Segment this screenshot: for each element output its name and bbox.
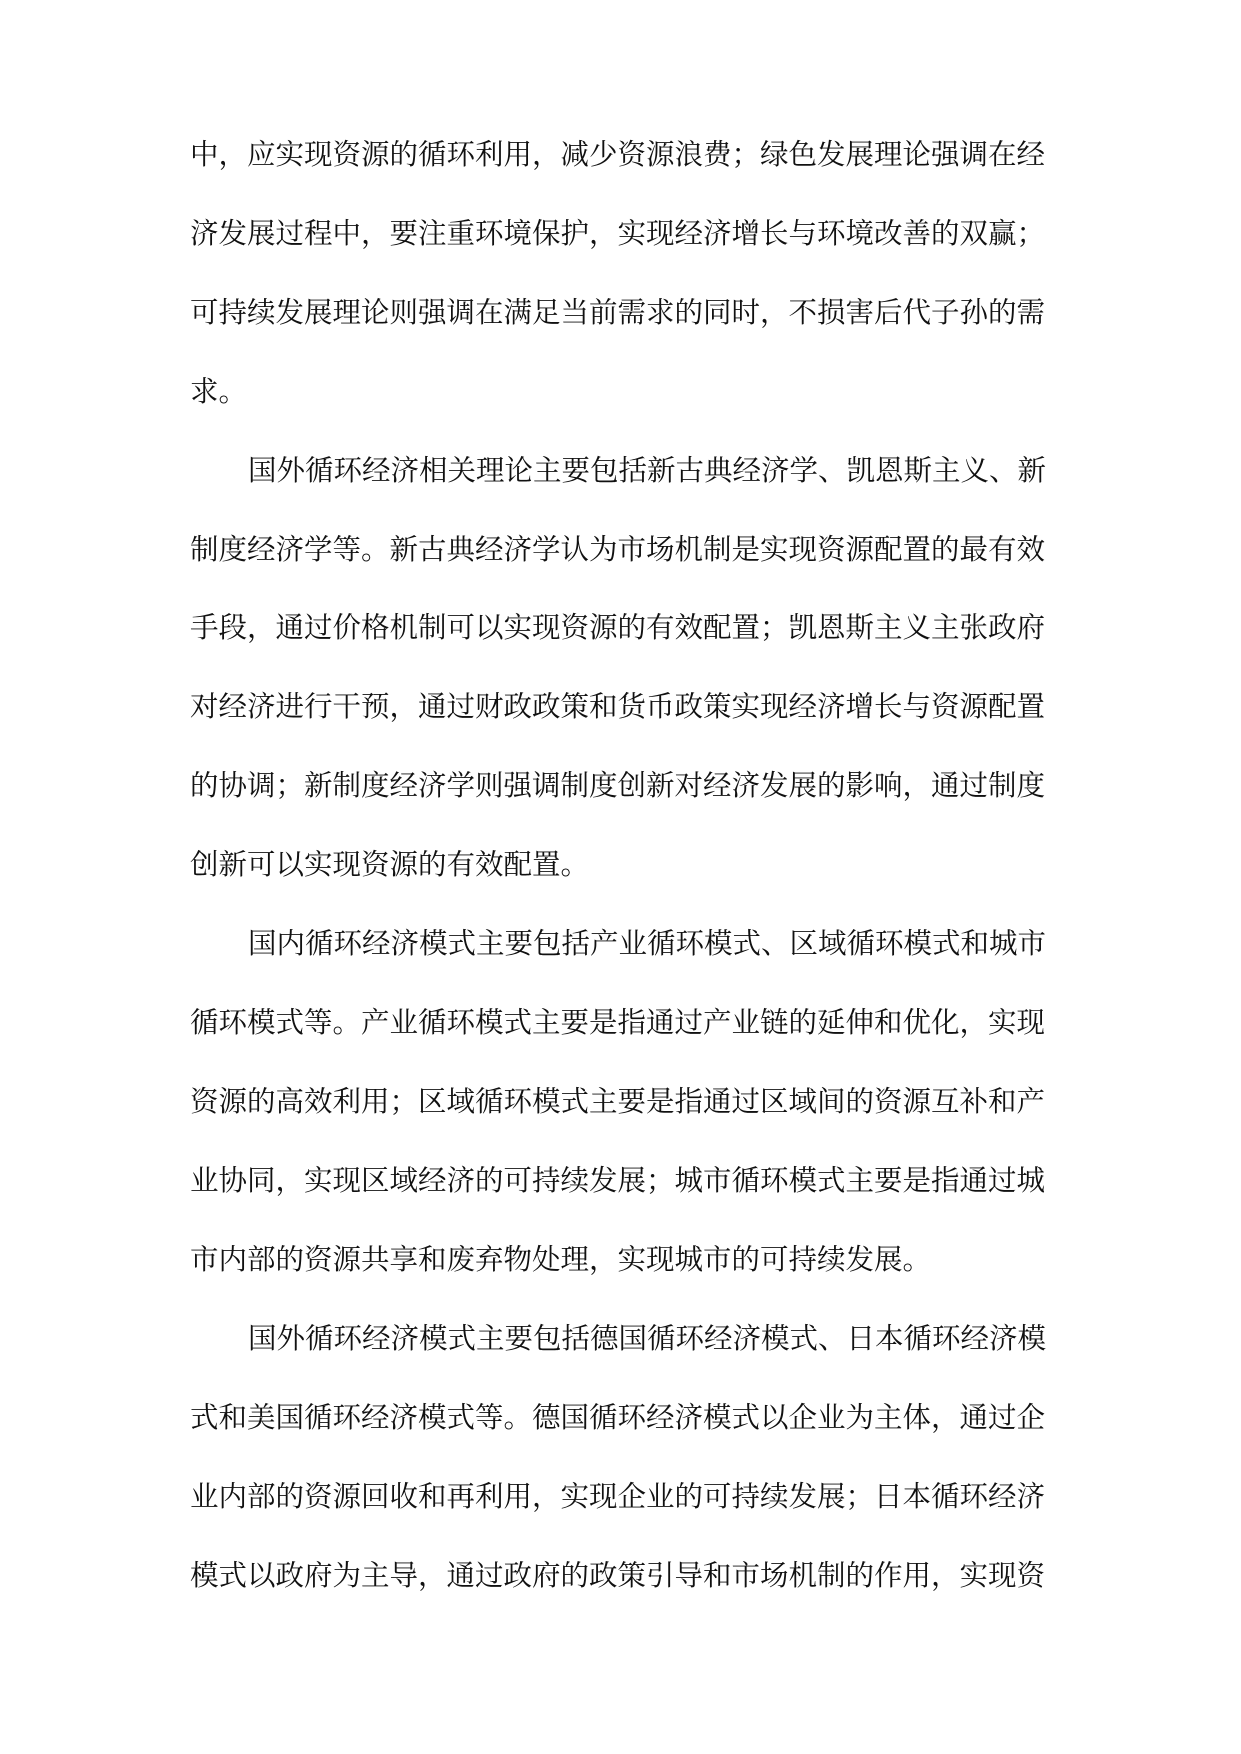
text-line: 手段，通过价格机制可以实现资源的有效配置；凯恩斯主义主张政府	[190, 611, 1046, 644]
text-line: 业内部的资源回收和再利用，实现企业的可持续发展；日本循环经济	[190, 1480, 1046, 1513]
text-line: 国外循环经济相关理论主要包括新古典经济学、凯恩斯主义、新	[248, 454, 1047, 487]
text-line: 求。	[190, 375, 248, 408]
text-line: 济发展过程中，要注重环境保护，实现经济增长与环境改善的双赢；	[190, 217, 1046, 250]
text-line: 对经济进行干预，通过财政政策和货币政策实现经济增长与资源配置	[190, 690, 1046, 723]
text-line: 业协同，实现区域经济的可持续发展；城市循环模式主要是指通过城	[190, 1164, 1046, 1197]
text-line: 国内循环经济模式主要包括产业循环模式、区域循环模式和城市	[248, 927, 1047, 960]
text-line: 国外循环经济模式主要包括德国循环经济模式、日本循环经济模	[248, 1322, 1047, 1355]
text-line: 循环模式等。产业循环模式主要是指通过产业链的延伸和优化，实现	[190, 1006, 1046, 1039]
text-line: 资源的高效利用；区域循环模式主要是指通过区域间的资源互补和产	[190, 1085, 1046, 1118]
text-line: 可持续发展理论则强调在满足当前需求的同时，不损害后代子孙的需	[190, 296, 1046, 329]
text-line: 的协调；新制度经济学则强调制度创新对经济发展的影响，通过制度	[190, 769, 1046, 802]
text-line: 中，应实现资源的循环利用，减少资源浪费；绿色发展理论强调在经	[190, 138, 1046, 171]
text-line: 制度经济学等。新古典经济学认为市场机制是实现资源配置的最有效	[190, 533, 1046, 566]
text-line: 模式以政府为主导，通过政府的政策引导和市场机制的作用，实现资	[190, 1559, 1046, 1592]
text-line: 式和美国循环经济模式等。德国循环经济模式以企业为主体，通过企	[190, 1401, 1046, 1434]
text-line: 创新可以实现资源的有效配置。	[190, 848, 590, 881]
text-line: 市内部的资源共享和废弃物处理，实现城市的可持续发展。	[190, 1243, 932, 1276]
